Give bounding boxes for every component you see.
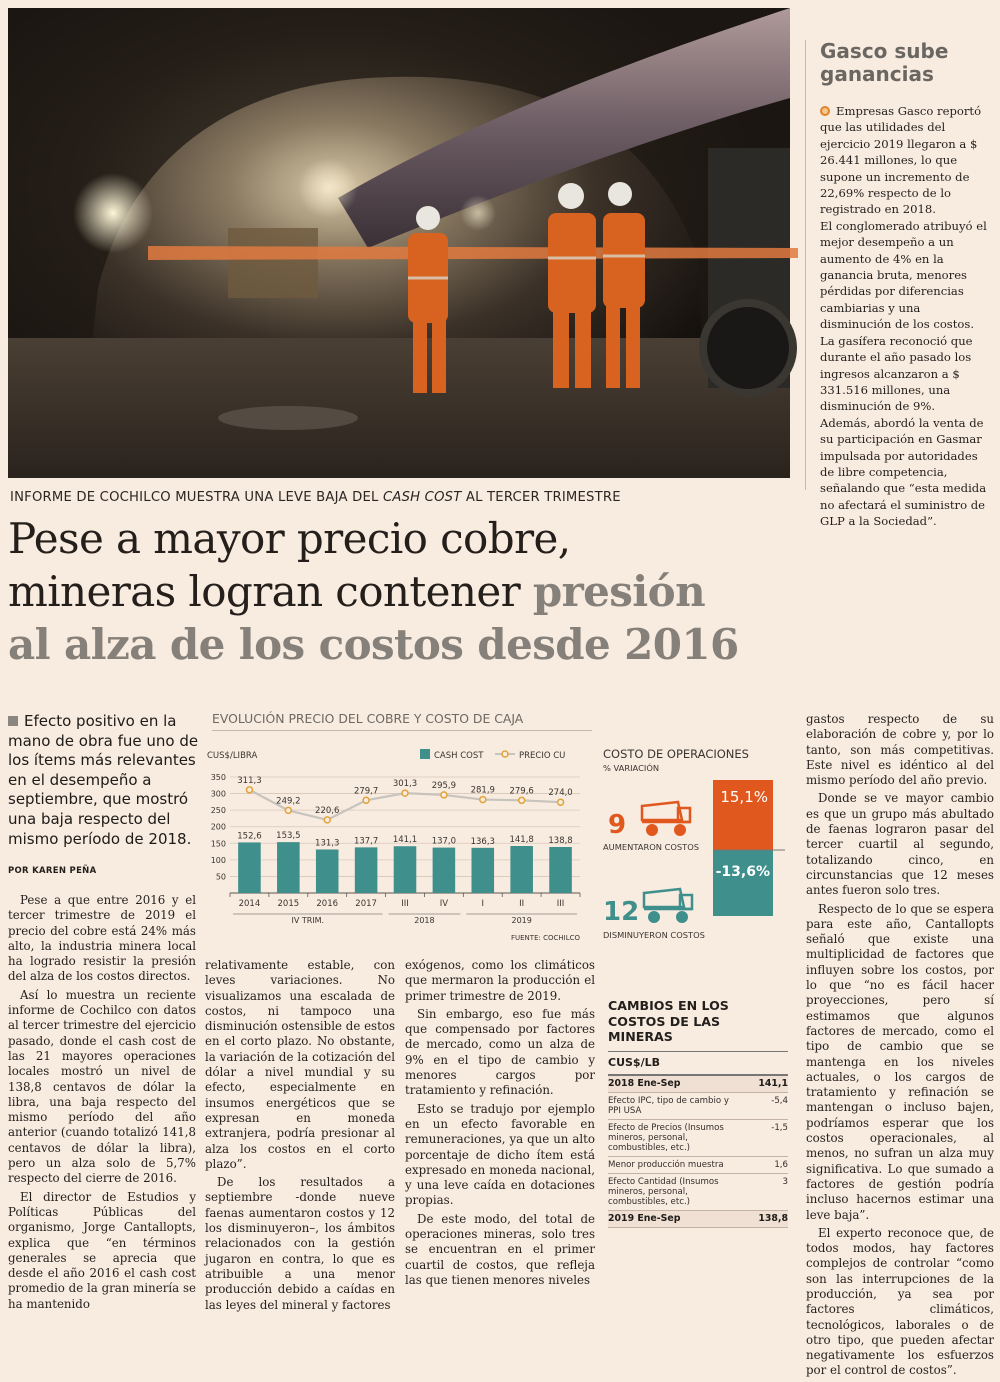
body-column-2 [205,958,395,1316]
mining-truck-icon [642,802,690,836]
cash-cost-label: 141,1 [392,835,418,846]
table-row [608,1211,788,1228]
cash-cost-bar [355,847,378,893]
paragraph: Sin embargo, eso fue más que compensado por factores de mercado, como un alza de 9% en el tipo de cambio y menores cargos por tratamiento y refinación. [405,1006,595,1098]
precio-cu-point [558,799,564,805]
table-row-label: Menor producción muestra [608,1159,724,1170]
precio-cu-point [246,787,252,793]
precio-cu-label: 301,3 [392,779,418,790]
paragraph: Respecto de lo que se espera para este año, Cantallopts señaló que existe una multiplicidad de factores que influyen sobre los costos, por lo que “no es fácil hacer proyecciones, pero sí estimamos que algunos factores de mercado, como el tipo de cambio que se mantenga en los niveles actuales, o los cargos de tratamiento y refinación se mantengan o incluso bajen, podríamos esperar que los costos operacionales, al menos, no sufran un alza muy significativa. Lo que sumado a factores de gestión podría incluso hacernos estimar una leve baja”. [806,901,994,1222]
cash-cost-bar [433,848,456,893]
table-row [608,1120,788,1157]
legend-swatch-cash-cost [420,749,430,759]
x-tick-label: III [556,899,565,909]
table-row-value: -1,5 [771,1122,788,1133]
table-title: CAMBIOS EN LOS COSTOS DE LAS MINERAS [608,998,729,1044]
group-label: IV TRIM. [291,916,325,925]
table-row-label: Efecto de Precios (Insumos mineros, personal, combustibles, etc.) [608,1122,724,1153]
increase-label: AUMENTARON COSTOS [603,842,700,852]
cash-cost-bar [549,847,572,893]
paragraph: Así lo muestra un reciente informe de Cochilco con datos al tercer trimestre del ejercicio pasado, donde el cash cost de las 21 mayores operaciones locales mostró un nivel de 138,8 centavos de dólar la libra, una baja respecto del mismo período del año anterior (cuando totalizó 141,8 centavos de dólar la libra), pero un alza solo de 5,7% respecto del cierre de 2016. [8,987,196,1186]
cash-cost-label: 137,0 [431,836,457,847]
precio-cu-label: 295,9 [431,780,457,791]
table-unit: CUS$/LB [608,1051,788,1076]
square-bullet-icon [8,716,18,726]
cash-cost-label: 138,8 [548,835,573,846]
paragraph: El director de Estudios y Políticas Públicas del organismo, Jorge Cantallopts, explica que “en términos generales se aprecia que desde el año 2016 el cash cost promedio de la gran minería se ha mantenido [8,1189,196,1311]
table-row [608,1076,788,1093]
y-axis-label: CUS$/LIBRA [207,751,258,761]
paragraph: De este modo, del total de operaciones mineras, solo tres se encuentran en el primer cuartil de costos, que refleja las que tienen menores niveles [405,1211,595,1287]
table-row [608,1093,788,1120]
y-tick-label: 150 [210,839,226,849]
paragraph: Esto se tradujo por ejemplo en un efecto favorable en remuneraciones, ya que un alto porcentaje de dicho ítem está expresado en moneda nacional, y una leve caída en dotaciones propias. [405,1101,595,1208]
kicker: INFORME DE COCHILCO MUESTRA UNA LEVE BAJA DEL CASH COST AL TERCER TRIMESTRE [10,490,621,505]
cash-cost-bar [316,849,339,893]
paragraph: El experto reconoce que, de todos modos, hay factores complejos de controlar “como son las interrupciones de la producción, ya sea por factores climáticos, tecnológicos, laborales o de otro tipo, que pueden afectar negativamente los esfuerzos por el control de costos”. [806,1225,994,1378]
table-row-value: -5,4 [771,1095,788,1106]
sidebar-paragraph: Además, abordó la venta de su participación en Gasmar impulsada por autoridades de libre competencia, señalando que “esta medida no afectará el suministro de GLP a la Sociedad”. [820,415,987,529]
cash-cost-label: 153,5 [276,831,301,842]
chart-title: EVOLUCIÓN PRECIO DEL COBRE Y COSTO DE CAJA [212,711,592,731]
cash-cost-bar [277,842,300,893]
legend-label-cash-cost: CASH COST [434,751,484,761]
decrease-label: DISMINUYERON COSTOS [603,930,705,940]
precio-cu-label: 249,2 [276,796,301,807]
x-tick-label: III [401,899,409,909]
headline-line: mineras logran contener presión [8,567,706,616]
precio-cu-label: 279,7 [353,786,379,797]
cash-cost-bar [510,846,533,893]
cost-operations-panel [600,740,800,950]
sidebar-title: Gasco sube ganancias [820,39,949,86]
chart-svg [205,740,595,945]
x-tick-label: 2015 [277,899,300,909]
paragraph: exógenos, como los climáticos que mermaron la producción el primer trimestre de 2019. [405,958,595,1003]
x-tick-label: IV [439,899,449,909]
table-row-value: 3 [782,1176,788,1187]
sidebar-paragraph: Empresas Gasco reportó que las utilidades del ejercicio 2019 llegaron a $ 26.441 millones, lo que supone un incremento de 22,69% respecto de lo registrado en 2018. [820,104,982,217]
paragraph: Donde se ve mayor cambio es que un grupo más abultado de faenas lograron pasar del tercer cuartil al segundo, totalizando cinco, en circunstancias que 12 meses antes fueron solo tres. [806,791,994,898]
y-tick-label: 100 [210,855,226,865]
cash-cost-label: 141,8 [509,835,534,846]
mine-tunnel-photo [8,8,790,478]
paragraph: relativamente estable, con leves variaciones. No visualizamos una escalada de costos, ni tampoco una disminución ostensible de estos en el corto plazo. No obstante, la variación de la cotización del dólar a nivel mundial y su efecto, especialmente en insumos energéticos que se expresan en moneda extranjera, podría presionar al alza los costos en el corto plazo”. [205,958,395,1171]
y-tick-label: 350 [210,773,226,782]
paragraph: De los resultados a septiembre -donde nueve faenas aumentaron costos y 12 los disminuyeron–, los ámbitos relacionados con la gestión jugaron en contra, lo que es atribuible a una menor producción debido a caídas en las leyes del mineral y factores [205,1175,395,1312]
cash-cost-bar [238,842,261,893]
precio-cu-point [441,792,447,798]
table-row-value: 138,8 [758,1212,788,1224]
decrease-count: 12 [603,897,640,927]
mining-truck-icon [644,889,692,923]
legend-marker-precio-cu [502,751,508,757]
table-body [608,1076,788,1228]
lead-summary: Efecto positivo en la mano de obra fue uno de los ítems más relevantes en el desempeño a septiembre, que mostró una baja respecto del mismo período de 2018. [8,712,199,848]
y-tick-label: 250 [210,806,226,816]
cash-cost-label: 137,7 [353,836,379,847]
increase-count: 9 [608,810,627,840]
cash-cost-bar [472,848,495,893]
sidebar-box [805,39,995,529]
sidebar-paragraph: La gasífera reconoció que durante el año pasado los ingresos alcanzaron a $ 331.516 millones, una disminución de 9%. [820,333,973,414]
precio-cu-point [324,817,330,823]
table-row [608,1174,788,1211]
price-cost-chart [205,740,595,945]
precio-cu-label: 279,6 [509,786,534,797]
precio-cu-point [519,797,525,803]
table-row-label: Efecto Cantidad (Insumos mineros, personal, combustibles, etc.) [608,1176,719,1207]
precio-cu-point [402,790,408,796]
cash-cost-label: 152,6 [237,831,262,842]
decrease-bar [713,850,773,916]
y-tick-label: 50 [215,872,226,882]
bullet-icon [820,106,830,116]
precio-cu-label: 274,0 [548,788,573,799]
table-row-value: 141,1 [758,1077,788,1089]
x-tick-label: II [519,899,525,909]
legend-label-precio-cu: PRECIO CU [519,751,566,761]
costops-title: COSTO DE OPERACIONES [603,747,749,761]
table-row-label: 2018 Ene-Sep [608,1077,681,1089]
headline [8,512,993,671]
precio-cu-point [285,807,291,813]
group-label: 2018 [414,916,435,925]
group-label: 2019 [511,916,532,925]
table-row-value: 1,6 [774,1159,788,1170]
precio-cu-label: 281,9 [470,785,495,796]
precio-cu-label: 311,3 [237,775,262,786]
y-tick-label: 200 [210,822,226,832]
paragraph: Pese a que entre 2016 y el tercer trimestre de 2019 el precio del cobre está 24% más alto, la industria minera local ha logrado resistir la presión del alza de los costos directos. [8,893,196,984]
byline: POR KAREN PEÑA [8,866,97,876]
body-column-1 [8,893,196,1315]
x-tick-label: 2014 [238,899,261,909]
paragraph: gastos respecto de su elaboración de cobre y, por lo tanto, son más competitivas. Este nivel es idéntico al del mismo período del año previo. [806,712,994,788]
x-tick-label: I [481,899,485,909]
body-column-3 [405,958,595,1291]
table-row-label: 2019 Ene-Sep [608,1212,681,1224]
cost-changes-table [608,998,788,1228]
body-column-4 [806,712,994,1382]
precio-cu-point [480,797,486,803]
sidebar-body [820,103,995,530]
chart-source: FUENTE: COCHILCO [510,934,580,942]
costops-subtitle: % VARIACIÓN [603,763,660,773]
precio-cu-point [363,797,369,803]
cash-cost-label: 131,3 [315,838,340,849]
cash-cost-label: 136,3 [470,836,495,847]
x-tick-label: 2017 [355,899,377,909]
precio-cu-label: 220,6 [315,805,340,816]
headline-line: al alza de los costos desde 2016 [8,620,739,669]
decrease-value: -13,6% [715,864,770,880]
table-row [608,1157,788,1174]
cash-cost-bar [394,846,417,893]
x-tick-label: 2016 [316,899,339,909]
sidebar-paragraph: El conglomerado atribuyó el mejor desempeño a un aumento de 4% en la ganancia bruta, menores pérdidas por diferencias cambiarias y una disminución de los costos. [820,218,987,332]
increase-value: 15,1% [720,788,768,806]
headline-line: Pese a mayor precio cobre, [8,514,571,563]
y-tick-label: 300 [210,789,226,799]
table-row-label: Efecto IPC, tipo de cambio y PPI USA [608,1095,729,1116]
